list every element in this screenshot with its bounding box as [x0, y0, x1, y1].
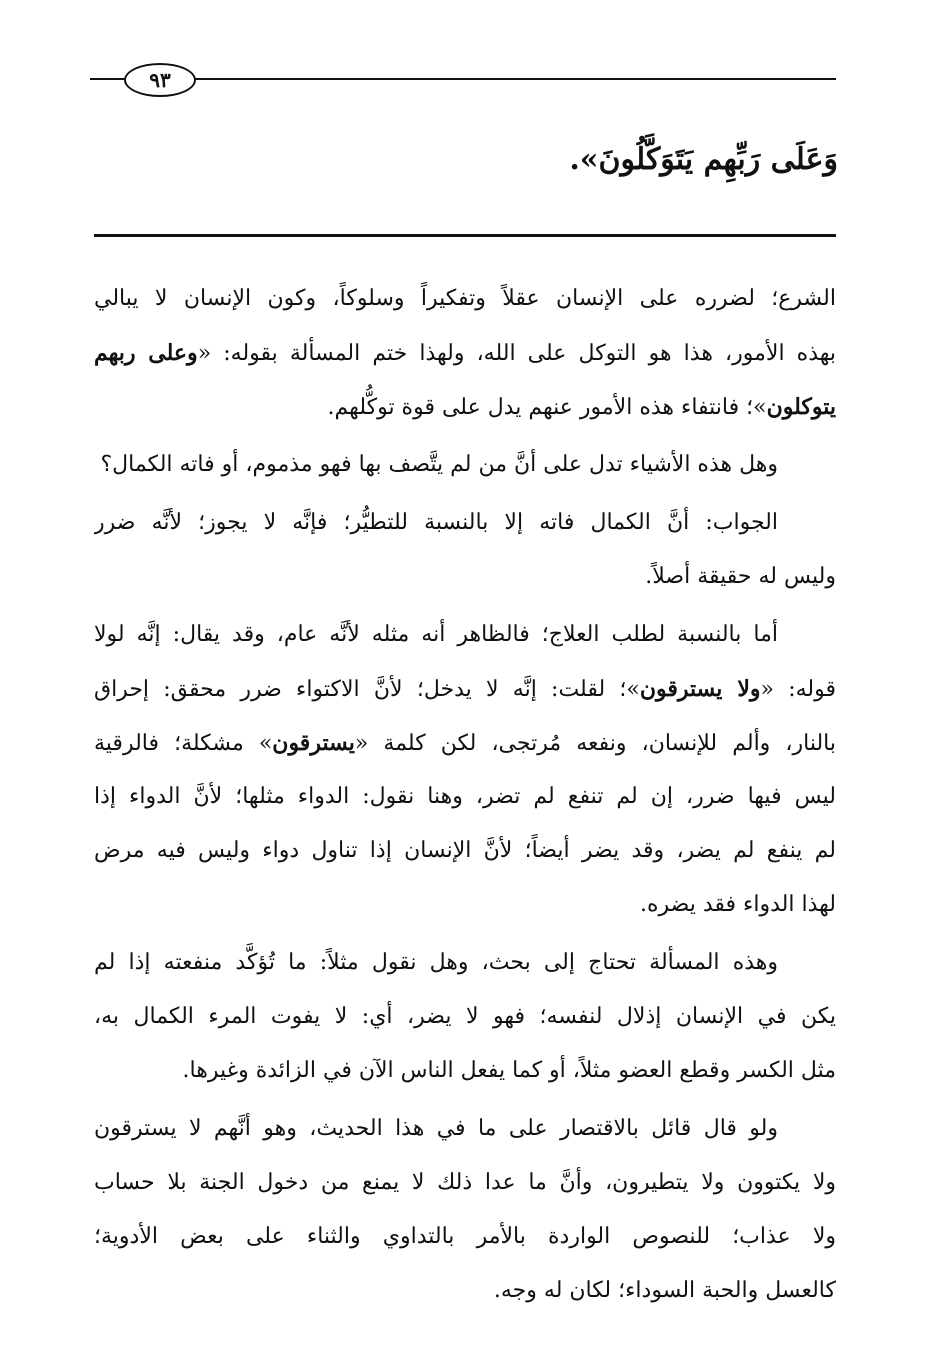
- section-separator: [94, 234, 836, 237]
- text-segment: بالنار، وألم للإنسان، ونفعه مُرتجى، لكن كلمة «: [354, 731, 836, 756]
- text-segment: وهل هذه الأشياء تدل على أنَّ من لم يتَّصف بها فهو مذموم، أو فاته الكمال؟: [100, 452, 778, 477]
- text-line: [94, 380, 836, 434]
- text-line: [94, 1264, 836, 1318]
- paragraph: [94, 936, 836, 1098]
- text-segment: أما بالنسبة لطلب العلاج؛ فالظاهر أنه مثله لأنَّه عام، وقد يقال: إنَّه لولا: [94, 622, 778, 647]
- text-segment: »؛ لقلت: إنَّه لا يدخل؛ لأنَّ الاكتواء ضرر محقق: إحراق: [94, 677, 640, 702]
- text-segment: ولا عذاب؛ للنصوص الواردة بالأمر بالتداوي والثناء على بعض الأدوية؛: [94, 1224, 836, 1249]
- text-line: [94, 438, 836, 492]
- text-line: [94, 824, 836, 878]
- page-number: ٩٣: [149, 68, 171, 92]
- text-line: [94, 272, 836, 326]
- body-text: [94, 272, 836, 1318]
- top-fragment: وَعَلَى رَبِّهِم يَتَوَكَّلُونَ».: [569, 142, 838, 177]
- text-line: [94, 1044, 836, 1098]
- text-line: [94, 326, 836, 380]
- text-segment: مثل الكسر وقطع العضو مثلاً، أو كما يفعل الناس الآن في الزائدة وغيرها.: [182, 1058, 836, 1083]
- page-number-badge: [124, 63, 196, 97]
- text-segment: الجواب: أنَّ الكمال فاته إلا بالنسبة للتطيُّر؛ فإنَّه لا يجوز؛ لأنَّه ضرر: [94, 510, 778, 535]
- text-segment: ولا يكتوون ولا يتطيرون، وأنَّ ما عدا ذلك لا يمنع من دخول الجنة بلا حساب: [94, 1170, 836, 1195]
- header-rule: [90, 78, 836, 80]
- bold-text-segment: يسترقون: [272, 730, 355, 756]
- paragraph: [94, 272, 836, 434]
- bold-text-segment: وعلى ربهم: [94, 340, 198, 366]
- text-line: [94, 608, 836, 662]
- paragraph: [94, 438, 836, 492]
- text-line: [94, 550, 836, 604]
- text-line: [94, 878, 836, 932]
- bold-text-segment: يتوكلون: [766, 394, 836, 420]
- text-line: [94, 1210, 836, 1264]
- text-segment: » مشكلة؛ فالرقية: [94, 731, 273, 756]
- text-segment: وليس له حقيقة أصلاً.: [645, 564, 836, 589]
- text-segment: لهذا الدواء فقد يضره.: [640, 892, 836, 917]
- text-line: [94, 496, 836, 550]
- text-segment: الشرع؛ لضرره على الإنسان عقلاً وتفكيراً وسلوكاً، وكون الإنسان لا يبالي: [94, 286, 836, 311]
- text-segment: وهذه المسألة تحتاج إلى بحث، وهل نقول مثلاً: ما تُؤكَّد منفعته إذا لم: [94, 950, 778, 975]
- text-line: [94, 770, 836, 824]
- text-segment: ولو قال قائل بالاقتصار على ما في هذا الحديث، وهو أنَّهم لا يسترقون: [94, 1116, 778, 1141]
- text-line: [94, 1156, 836, 1210]
- text-segment: قوله: «: [760, 677, 836, 702]
- text-segment: ليس فيها ضرر، إن لم تنفع لم تضر، وهنا نقول: الدواء مثلها؛ لأنَّ الدواء إذا: [94, 784, 836, 809]
- text-segment: يكن في الإنسان إذلال لنفسه؛ فهو لا يضر، أي: لا يفوت المرء الكمال به،: [94, 1004, 836, 1029]
- text-segment: لم ينفع لم يضر، وقد يضر أيضاً؛ لأنَّ الإنسان إذا تناول دواء وليس فيه مرض: [94, 838, 836, 863]
- text-segment: بهذه الأمور، هذا هو التوكل على الله، ولهذا ختم المسألة بقوله: «: [197, 341, 836, 366]
- text-segment: »؛ فانتفاء هذه الأمور عنهم يدل على قوة توكُّلهم.: [327, 395, 767, 420]
- paragraph: [94, 608, 836, 932]
- bold-text-segment: ولا يسترقون: [639, 676, 761, 702]
- text-line: [94, 936, 836, 990]
- text-line: [94, 1102, 836, 1156]
- paragraph: [94, 496, 836, 604]
- text-line: [94, 662, 836, 716]
- text-line: [94, 990, 836, 1044]
- paragraph: [94, 1102, 836, 1318]
- text-line: [94, 716, 836, 770]
- text-segment: كالعسل والحبة السوداء؛ لكان له وجه.: [493, 1278, 836, 1303]
